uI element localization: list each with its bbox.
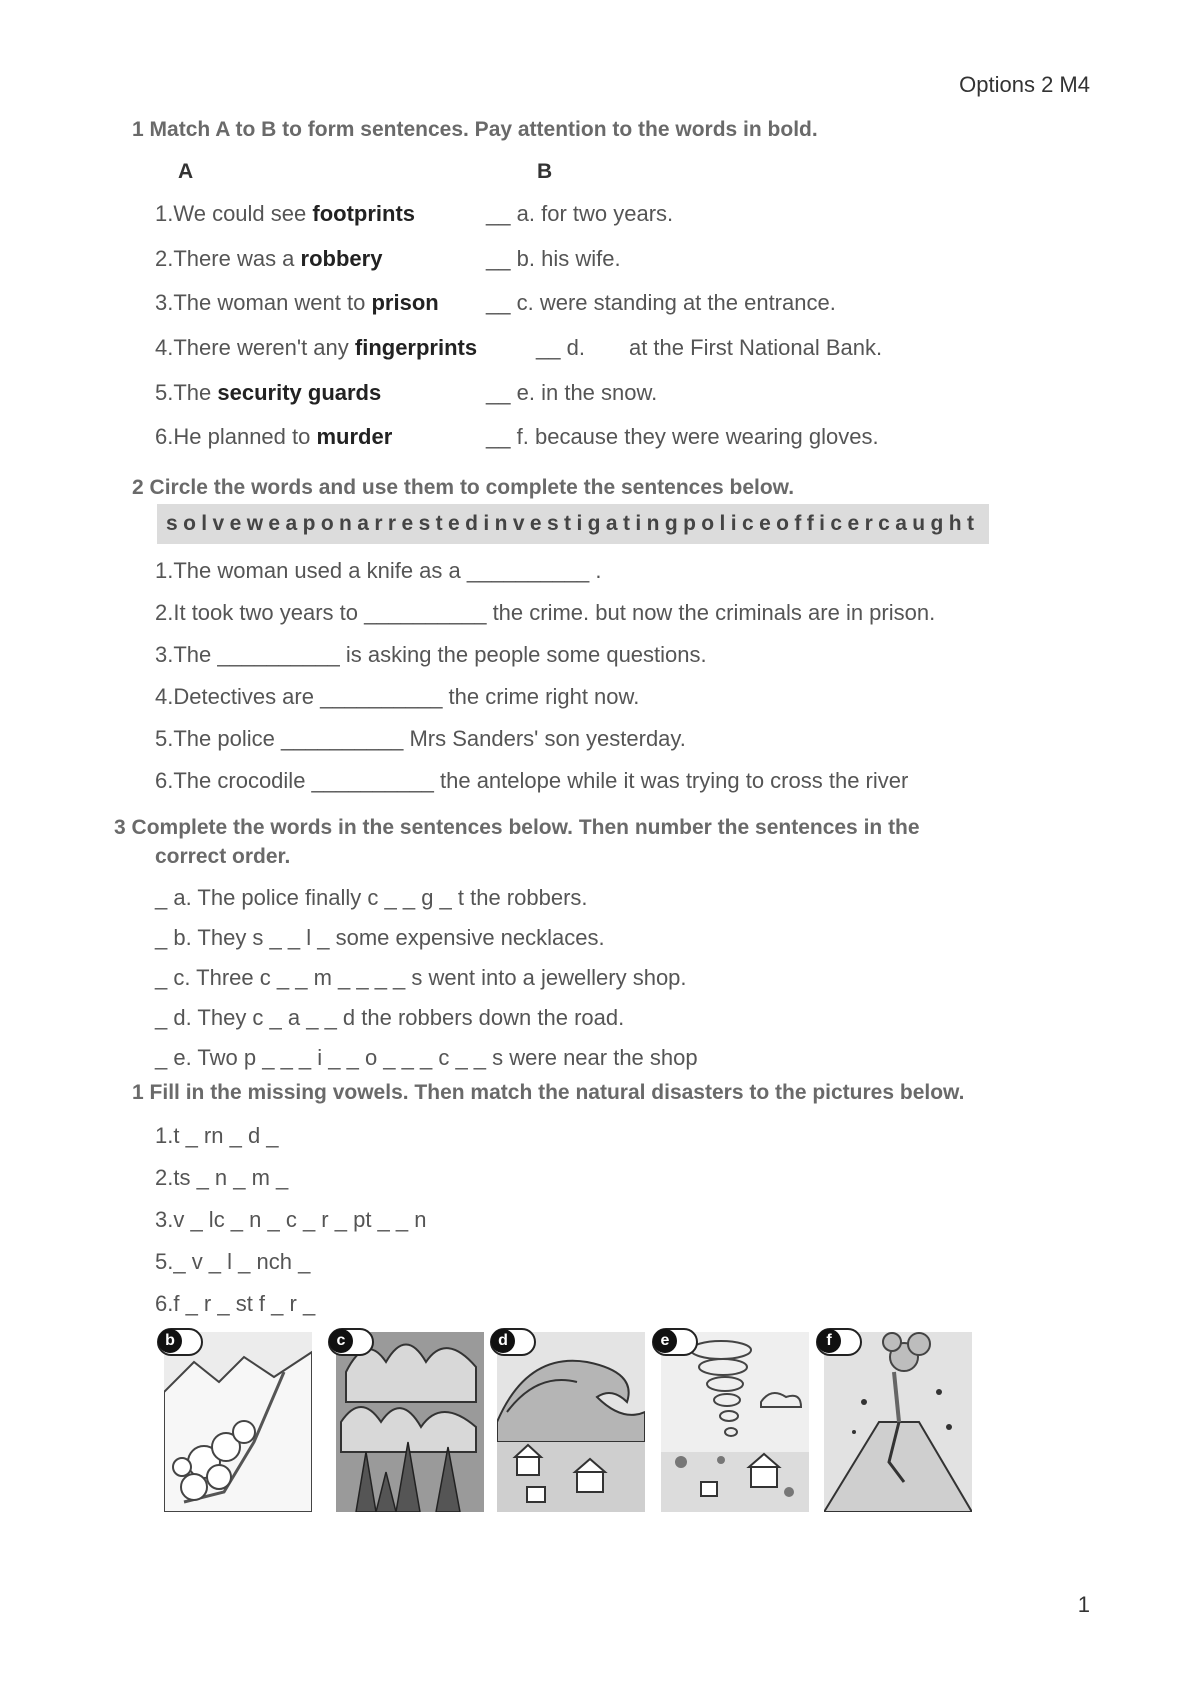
- vowel-item-5: 5._ v _ l _ nch _: [155, 1249, 311, 1274]
- forest-fire-picture: [336, 1332, 484, 1512]
- gap-fill-item-2: 2.It took two years to __________ the crime. but now the criminals are in prison.: [155, 600, 936, 625]
- task4-heading: [132, 1081, 964, 1105]
- page-header-title: Options 2 M4: [959, 72, 1090, 97]
- task1-number: 1: [132, 118, 144, 141]
- page-number: 1: [1077, 1592, 1090, 1617]
- picture-label-c: c: [328, 1328, 374, 1356]
- forest-fire-icon: [336, 1332, 484, 1512]
- tsunami-picture: [497, 1332, 645, 1512]
- word-search-strip: solveweaponarrestedinvestigatingpoliceofficercaught: [157, 504, 989, 544]
- task2-instruction: Circle the words and use them to complete the sentences below.: [149, 476, 795, 499]
- column-a-label: A: [178, 160, 194, 183]
- gap-fill-item-5: 5.The police __________ Mrs Sanders' son yesterday.: [155, 726, 686, 751]
- match-b-item-b: __ b. his wife.: [486, 246, 621, 271]
- task1-instruction: Match A to B to form sentences. Pay attention to the words in bold.: [149, 118, 818, 141]
- task1-heading: [132, 118, 818, 142]
- column-b-label: B: [537, 160, 553, 183]
- match-a-item-6: 6.He planned to murder: [155, 424, 393, 449]
- picture-label-b: b: [157, 1328, 203, 1356]
- order-item-d: _ d. They c _ a _ _ d the robbers down the road.: [155, 1005, 625, 1030]
- task4-number: 1: [132, 1081, 144, 1104]
- match-a-item-5: 5.The security guards: [155, 380, 382, 405]
- match-b-item-e: __ e. in the snow.: [486, 380, 658, 405]
- task3-instruction-line1: Complete the words in the sentences below. Then number the sentences in the: [131, 816, 920, 839]
- vowel-item-2: 2.ts _ n _ m _: [155, 1165, 289, 1190]
- match-a-item-3: 3.The woman went to prison: [155, 290, 439, 315]
- order-item-c: _ c. Three c _ _ m _ _ _ _ s went into a jewellery shop.: [155, 965, 687, 990]
- tornado-picture: [661, 1332, 809, 1512]
- match-b-item-a: __ a. for two years.: [486, 201, 674, 226]
- task4-instruction: Fill in the missing vowels. Then match the natural disasters to the pictures below.: [149, 1081, 965, 1104]
- tornado-icon: [661, 1332, 809, 1512]
- task3-heading: [114, 816, 920, 840]
- match-b-item-d: __ d. at the First National Bank.: [536, 335, 883, 360]
- vowel-item-3: 3.v _ lc _ n _ c _ r _ pt _ _ n: [155, 1207, 427, 1232]
- picture-label-f: f: [816, 1328, 862, 1356]
- order-item-e: _ e. Two p _ _ _ i _ _ o _ _ _ c _ _ s were near the shop: [155, 1045, 698, 1070]
- task2-heading: [132, 476, 794, 500]
- volcano-picture: [824, 1332, 972, 1512]
- order-item-b: _ b. They s _ _ l _ some expensive necklaces.: [155, 925, 605, 950]
- task3-instruction-line2: correct order.: [155, 845, 291, 868]
- gap-fill-item-3: 3.The __________ is asking the people some questions.: [155, 642, 707, 667]
- gap-fill-item-4: 4.Detectives are __________ the crime right now.: [155, 684, 640, 709]
- task3-number: 3: [114, 816, 126, 839]
- match-a-item-1: 1.We could see footprints: [155, 201, 416, 226]
- vowel-item-6: 6.f _ r _ st f _ r _: [155, 1291, 316, 1316]
- gap-fill-item-1: 1.The woman used a knife as a __________ .: [155, 558, 602, 583]
- match-a-item-4: 4.There weren't any fingerprints: [155, 335, 478, 360]
- picture-label-e: e: [652, 1328, 698, 1356]
- avalanche-picture: [164, 1332, 312, 1512]
- task2-number: 2: [132, 476, 144, 499]
- avalanche-icon: [164, 1332, 312, 1512]
- tsunami-icon: [497, 1332, 645, 1512]
- picture-label-d: d: [490, 1328, 536, 1356]
- order-item-a: _ a. The police finally c _ _ g _ t the robbers.: [155, 885, 588, 910]
- vowel-item-1: 1.t _ rn _ d _: [155, 1123, 279, 1148]
- match-b-item-c: __ c. were standing at the entrance.: [486, 290, 836, 315]
- volcano-icon: [824, 1332, 972, 1512]
- gap-fill-item-6: 6.The crocodile __________ the antelope while it was trying to cross the river: [155, 768, 909, 793]
- match-b-item-f: __ f. because they were wearing gloves.: [486, 424, 879, 449]
- match-a-item-2: 2.There was a robbery: [155, 246, 383, 271]
